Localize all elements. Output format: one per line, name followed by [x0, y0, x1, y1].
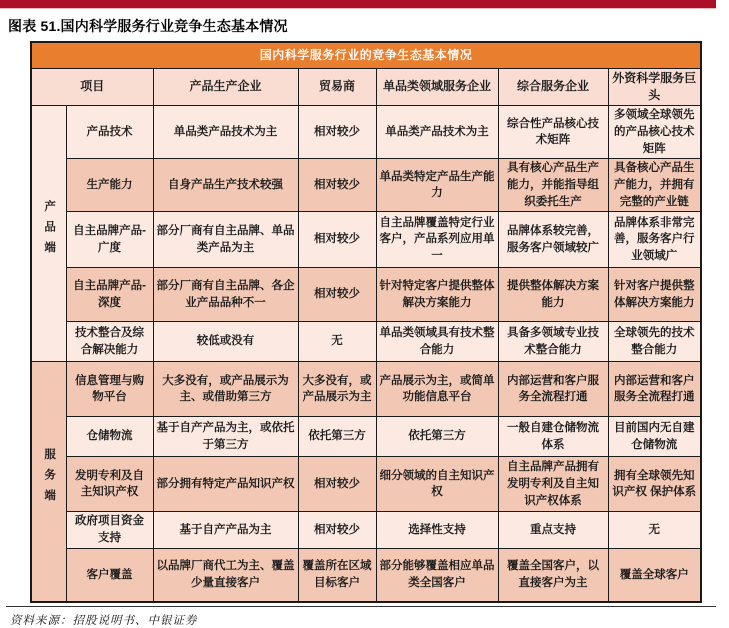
table-cell: 选择性支持: [376, 512, 498, 548]
figure-title: 图表 51.国内科学服务行业竞争生态基本情况: [8, 18, 288, 34]
table-cell: 综合性产品核心技术矩阵: [498, 106, 608, 159]
table-cell: 部分能够覆盖相应单品类全国客户: [376, 548, 498, 602]
table-cell: 针对特定客户提供整体解决方案能力: [376, 268, 498, 322]
table-cell: 相对较少: [298, 212, 376, 268]
table-cell: 品牌体系较完善，服务客户领域较广: [498, 212, 608, 268]
table-cell: 全球领先的技术整合能力: [608, 322, 701, 362]
source-note: 资料来源：招股说明书、中银证券: [10, 615, 198, 628]
table-cell: 品牌体系非常完善，服务客户行业领域广: [608, 212, 701, 268]
table-cell: 基于自产产品为主，或依托于第三方: [153, 417, 298, 457]
table-cell: 一般自建仓储物流体系: [498, 417, 608, 457]
table-cell: 大多没有，或产品展示为主: [298, 362, 376, 417]
table-cell: 相对较少: [298, 457, 376, 512]
table-row: [31, 548, 701, 602]
table-cell: 单品类领域具有技术整合能力: [376, 322, 498, 362]
table-cell: 无: [298, 322, 376, 362]
table-cell: 自身产品生产技术较强: [153, 159, 298, 212]
table-row: [31, 457, 701, 512]
table-cell: 部分厂商有自主品牌、单品类产品为主: [153, 212, 298, 268]
table-cell: 覆盖全国客户，以直接客户为主: [498, 548, 608, 602]
table-cell: 产品展示为主，或简单功能信息平台: [376, 362, 498, 417]
row-item-label: 客户覆盖: [66, 548, 153, 602]
table-cell: 依托第三方: [298, 417, 376, 457]
row-group-label-service: 服务端: [31, 362, 66, 602]
row-item-label: 自主品牌产品-深度: [66, 268, 153, 322]
row-item-label: 生产能力: [66, 159, 153, 212]
row-item-label: 政府项目资金支持: [66, 512, 153, 548]
table-cell: 相对较少: [298, 159, 376, 212]
table-cell: 具有核心产品生产能力，并能指导组织委托生产: [498, 159, 608, 212]
source-divider: [6, 606, 716, 607]
column-header-producer: 产品生产企业: [153, 68, 298, 106]
table-cell: 重点支持: [498, 512, 608, 548]
table-cell: 相对较少: [298, 512, 376, 548]
report-accent-bar: [0, 0, 716, 9]
table-cell: 自主品牌产品拥有发明专利及自主知识产权体系: [498, 457, 608, 512]
table-cell: 无: [608, 512, 701, 548]
table-cell: 较低或没有: [153, 322, 298, 362]
column-header-foreign-giant: 外资科学服务巨头: [608, 68, 701, 106]
table-cell: 单品类产品技术为主: [376, 106, 498, 159]
table-cell: 内部运营和客户服务全流程打通: [608, 362, 701, 417]
row-item-label: 发明专利及自主知识产权: [66, 457, 153, 512]
column-header-item: 项目: [31, 68, 153, 106]
table-cell: 目前国内无自建仓储物流: [608, 417, 701, 457]
row-item-label: 技术整合及综合解决能力: [66, 322, 153, 362]
table-cell: 基于自产产品为主: [153, 512, 298, 548]
table-row: [31, 322, 701, 362]
table-row: [31, 268, 701, 322]
table-cell: 部分厂商有自主品牌、各企业产品品种不一: [153, 268, 298, 322]
table-row: [31, 106, 701, 159]
table-cell: 覆盖全球客户: [608, 548, 701, 602]
column-header-single-category: 单品类领域服务企业: [376, 68, 498, 106]
competition-table: [30, 41, 702, 603]
table-cell: 以品牌厂商代工为主、覆盖少量直接客户: [153, 548, 298, 602]
table-cell: 部分拥有特定产品知识产权: [153, 457, 298, 512]
row-item-label: 产品技术: [66, 106, 153, 159]
table-cell: 相对较少: [298, 268, 376, 322]
table-cell: 单品类特定产品生产能力: [376, 159, 498, 212]
table-cell: 依托第三方: [376, 417, 498, 457]
row-item-label: 自主品牌产品-广度: [66, 212, 153, 268]
table-cell: 针对客户提供整体解决方案能力: [608, 268, 701, 322]
table-cell: 提供整体解决方案能力: [498, 268, 608, 322]
table-row: [31, 512, 701, 548]
table-banner-row: [31, 42, 701, 68]
row-item-label: 仓储物流: [66, 417, 153, 457]
table-cell: 具备核心产品生产能力，并拥有完整的产业链: [608, 159, 701, 212]
table-cell: 单品类产品技术为主: [153, 106, 298, 159]
table-row: [31, 159, 701, 212]
row-item-label: 信息管理与购物平台: [66, 362, 153, 417]
table-cell: 多领域全球领先的产品核心技术矩阵: [608, 106, 701, 159]
table-cell: 大多没有，或产品展示为主、或借助第三方: [153, 362, 298, 417]
column-header-trader: 贸易商: [298, 68, 376, 106]
table-cell: 覆盖所在区域目标客户: [298, 548, 376, 602]
table-row: [31, 362, 701, 417]
table-cell: 具备多领域专业技术整合能力: [498, 322, 608, 362]
column-header-comprehensive: 综合服务企业: [498, 68, 608, 106]
table-cell: 细分领域的自主知识产权: [376, 457, 498, 512]
table-cell: 拥有全球领先知识产权 保护体系: [608, 457, 701, 512]
table-cell: 内部运营和客户服务全流程打通: [498, 362, 608, 417]
table-row: [31, 212, 701, 268]
table-cell: 自主品牌覆盖特定行业客户，产品系列应用单一: [376, 212, 498, 268]
table-header-row: [31, 68, 701, 106]
table-cell: 相对较少: [298, 106, 376, 159]
row-group-label-product: 产品端: [31, 106, 66, 362]
table-banner: 国内科学服务行业的竞争生态基本情况: [31, 42, 701, 68]
table-row: [31, 417, 701, 457]
